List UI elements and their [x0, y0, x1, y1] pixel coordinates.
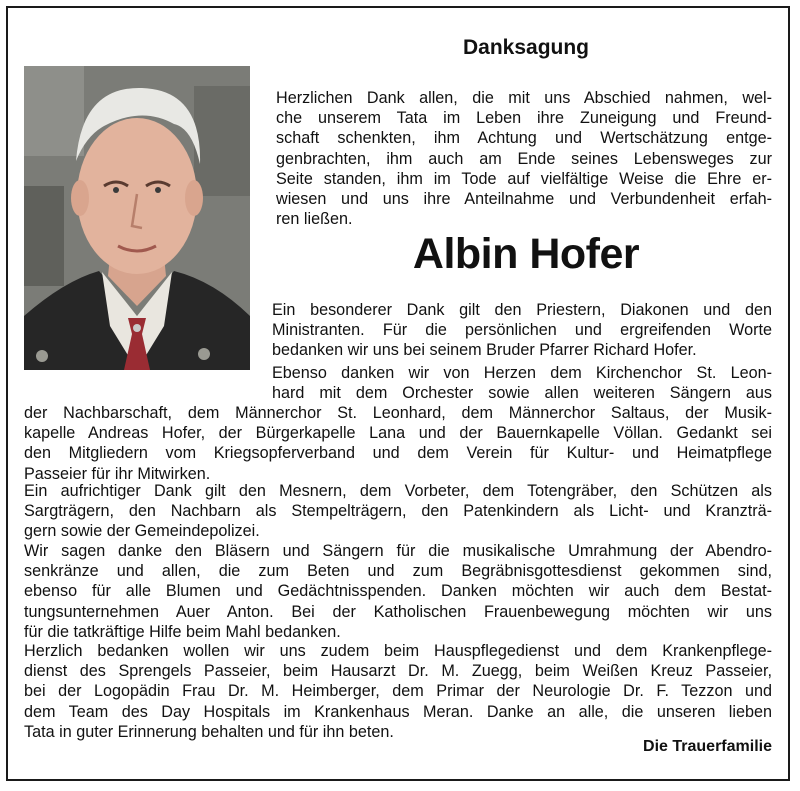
text-line: Sargträgern, den Nachbarn als Stempelträgern, den Patenkindern als Licht- und Kranzträ- — [24, 502, 772, 521]
intro-paragraph — [276, 88, 772, 229]
text-line: senkränze und allen, die zum Beten und zum Begräbnisgottesdienst gekommen sind, — [24, 562, 772, 581]
text-line: ebenso für alle Blumen und Gedächtnisspenden. Danken möchten wir auch dem Bestat- — [24, 582, 772, 601]
thanks-clergy-paragraph — [272, 300, 772, 361]
text-line: Herzlich bedanken wollen wir uns zudem beim Hauspflegedienst und dem Krankenpflege- — [24, 642, 772, 660]
thanks-choir-paragraph-start — [272, 363, 772, 403]
text-line: Tata in guter Erinnerung behalten und für ihn beten. — [24, 722, 394, 741]
text-line: schaft schenkten, ihm Achtung und Wertschätzung entge- — [276, 129, 772, 148]
thanks-musicians-paragraph — [24, 541, 772, 642]
portrait-photo — [24, 66, 250, 370]
thanks-helpers-paragraph — [24, 481, 772, 542]
text-line: kapelle Andreas Hofer, der Bürgerkapelle Lana und der Bauernkapelle Völlan. Gedankt sei — [24, 424, 772, 443]
text-line: tungsunternehmen Auer Anton. Bei der Katholischen Frauenbewegung möchten wir uns — [24, 602, 772, 621]
text-line: Ein besonderer Dank gilt den Priestern, Diakonen und den — [272, 301, 772, 319]
thanks-care-paragraph — [24, 641, 772, 742]
text-line: dem Team des Day Hospitals im Krankenhaus Meran. Danke an alle, die unseren lieben — [24, 702, 772, 721]
text-line: der Nachbarschaft, dem Männerchor St. Leonhard, dem Männerchor Saltaus, der Musik- — [24, 404, 772, 422]
text-line: Passeier für ihr Mitwirken. — [24, 464, 211, 483]
text-line: che unserem Tata im Leben ihre Zuneigung und Freund- — [276, 109, 772, 128]
text-line: genbrachten, ihm auch am Ende seines Lebensweges zur — [276, 149, 772, 168]
text-line: Herzlichen Dank allen, die mit uns Abschied nahmen, wel- — [276, 89, 772, 107]
text-line: bedanken wir uns bei seinem Bruder Pfarrer Richard Hofer. — [272, 341, 697, 360]
text-line: Ministranten. Für die persönlichen und ergreifenden Worte — [272, 321, 772, 340]
text-line: bei der Logopädin Frau Dr. M. Heimberger, dem Primar der Neurologie Dr. F. Tezzon und — [24, 682, 772, 701]
text-line: gern sowie der Gemeindepolizei. — [24, 522, 260, 541]
notice-heading: Danksagung — [462, 36, 590, 59]
deceased-name: Albin Hofer — [412, 230, 640, 278]
text-line: Ebenso danken wir von Herzen dem Kirchenchor St. Leon- — [272, 364, 772, 382]
text-line: Wir sagen danke den Bläsern und Sängern für die musikalische Umrahmung der Abendro- — [24, 542, 772, 560]
text-line: für die tatkräftige Hilfe beim Mahl bedanken. — [24, 622, 341, 641]
text-line: dienst des Sprengels Passeier, beim Hausarzt Dr. M. Zuegg, beim Weißen Kreuz Passeier, — [24, 662, 772, 681]
signature: Die Trauerfamilie — [643, 738, 772, 755]
text-line: Ein aufrichtiger Dank gilt den Mesnern, dem Vorbeter, dem Totengräber, den Schützen als — [24, 482, 772, 500]
text-line: hard mit dem Orchester sowie allen weiteren Sängern aus — [272, 384, 772, 403]
text-line: Seite standen, ihm im Tode auf vielfältige Weise die Ehre er- — [276, 169, 772, 188]
text-line: ren ließen. — [276, 210, 353, 229]
text-line: den Mitgliedern vom Kriegsopferverband und dem Verein für Kultur- und Heimatpflege — [24, 444, 772, 463]
thanks-choir-paragraph-cont — [24, 403, 772, 484]
text-line: wiesen und uns ihre Anteilnahme und Verbundenheit erfah- — [276, 190, 772, 209]
